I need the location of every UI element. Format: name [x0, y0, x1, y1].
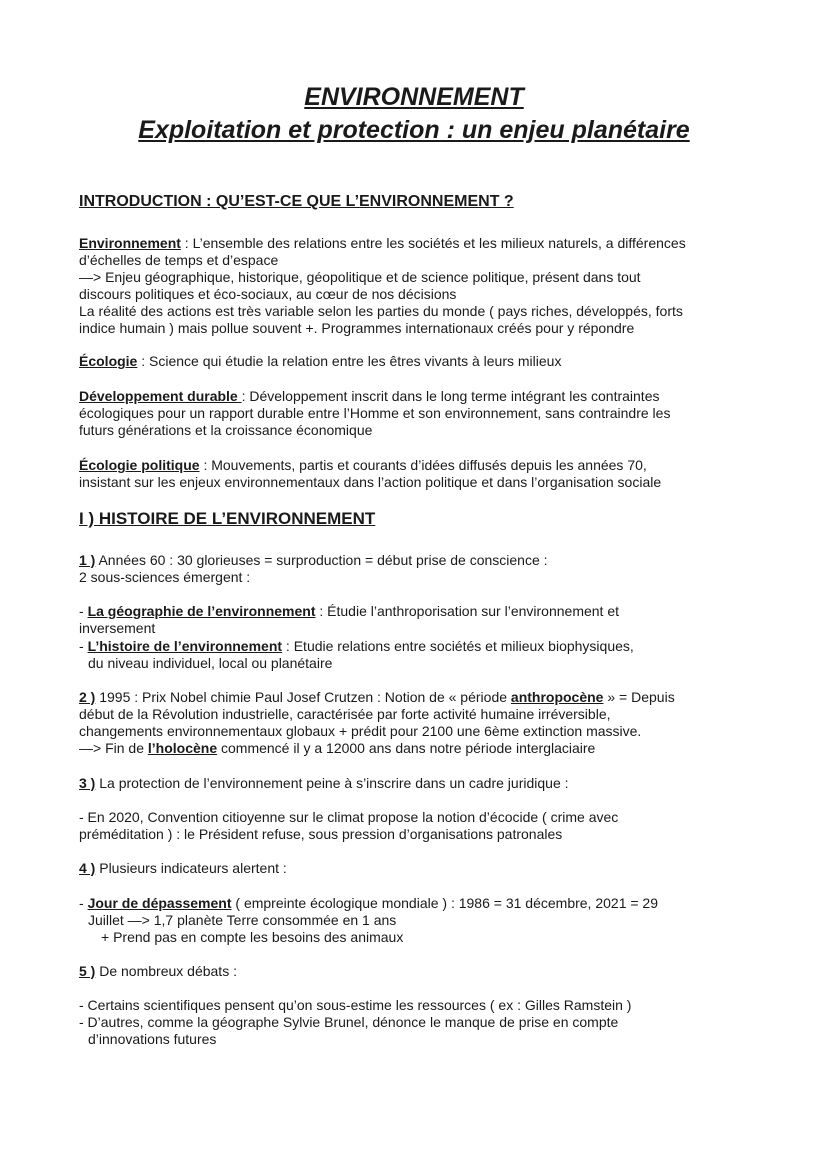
developpement-durable-definition: Développement durable : Développement inscrit dans le long terme intégrant les contraintes écologiques pour un rapport durable entre l’Homme et son environnement, sans contraindre les futurs générations et la croissance économique: [79, 388, 671, 438]
ecologie-term: Écologie: [79, 353, 138, 369]
environnement-definition: Environnement : L’ensemble des relations entre les sociétés et les milieux naturels, a différences d’échelles de temps et d’espace —> Enjeu géographique, historique, géopolitique et de science politique, présent dans tout discours politiques et éco-sociaux, au cœur de nos décisions La réalité des actions est très variable selon les parties du monde ( pays riches, développés, forts indice humain ) mais pollue souvent +. Programmes internationaux créés pour y répondre: [79, 235, 686, 336]
document-subtitle: Exploitation et protection : un enjeu planétaire: [138, 116, 690, 144]
document-title: ENVIRONNEMENT: [304, 83, 524, 111]
anthropocene-term: anthropocène: [510, 689, 604, 705]
jour-depassement-item: - Jour de dépassement ( empreinte écologique mondiale ) : 1986 = 31 décembre, 2021 = 29 Juillet —> 1,7 planète Terre consommée en 1 ans + Prend pas en compte les besoins des animaux: [79, 895, 659, 945]
geographie-item: - La géographie de l’environnement : Étudie l’anthroporisation sur l’environnement et inversement: [79, 603, 620, 636]
point-5: 5 ) De nombreux débats :: [79, 963, 237, 979]
geographie-term: La géographie de l’environnement: [87, 603, 316, 619]
point-2: 2 ) 1995 : Prix Nobel chimie Paul Josef Crutzen : Notion de « période anthropocène » = Depuis début de la Révolution industrielle, caractérisée par forte activité humaine irréversible, changements environnementaux globaux + prédit pour 2100 une 6ème extinction massive. —> Fin de l’holocène commencé il y a 12000 ans dans notre période interglaciaire: [79, 689, 675, 756]
ecologie-politique-term: Écologie politique: [79, 457, 200, 473]
histoire-term: L’histoire de l’environnement: [87, 638, 283, 654]
developpement-durable-term: Développement durable: [79, 388, 242, 404]
point-3: 3 ) La protection de l’environnement peine à s’inscrire dans un cadre juridique :: [79, 775, 569, 791]
point-5-items: - Certains scientifiques pensent qu’on sous-estime les ressources ( ex : Gilles Ramstein ) - D’autres, comme la géographe Sylvie Brunel, dénonce le manque de prise en compte d’innovations futures: [79, 997, 632, 1047]
environnement-term: Environnement: [79, 235, 181, 251]
point-3-item: - En 2020, Convention citioyenne sur le climat propose la notion d’écocide ( crime avec préméditation ) : le Président refuse, sous pression d’organisations patronales: [79, 809, 619, 842]
jour-depassement-term: Jour de dépassement: [87, 895, 232, 911]
histoire-heading: I ) HISTOIRE DE L’ENVIRONNEMENT: [79, 509, 376, 528]
holocene-term: l’holocène: [147, 740, 218, 756]
ecologie-politique-definition: Écologie politique : Mouvements, partis et courants d’idées diffusés depuis les années 70, insistant sur les enjeux environnementaux dans l’action politique et dans l’organisation sociale: [79, 457, 662, 490]
introduction-heading: INTRODUCTION : QU’EST-CE QUE L’ENVIRONNEMENT ?: [79, 193, 514, 210]
ecologie-definition: Écologie : Science qui étudie la relation entre les êtres vivants à leurs milieux: [79, 353, 562, 369]
point-1: 1 ) Années 60 : 30 glorieuses = surproduction = début prise de conscience : 2 sous-sciences émergent :: [79, 552, 548, 585]
histoire-item: - L’histoire de l’environnement : Etudie relations entre sociétés et milieux biophysiques, du niveau individuel, local ou planétaire: [79, 638, 634, 671]
point-4: 4 ) Plusieurs indicateurs alertent :: [79, 860, 287, 876]
